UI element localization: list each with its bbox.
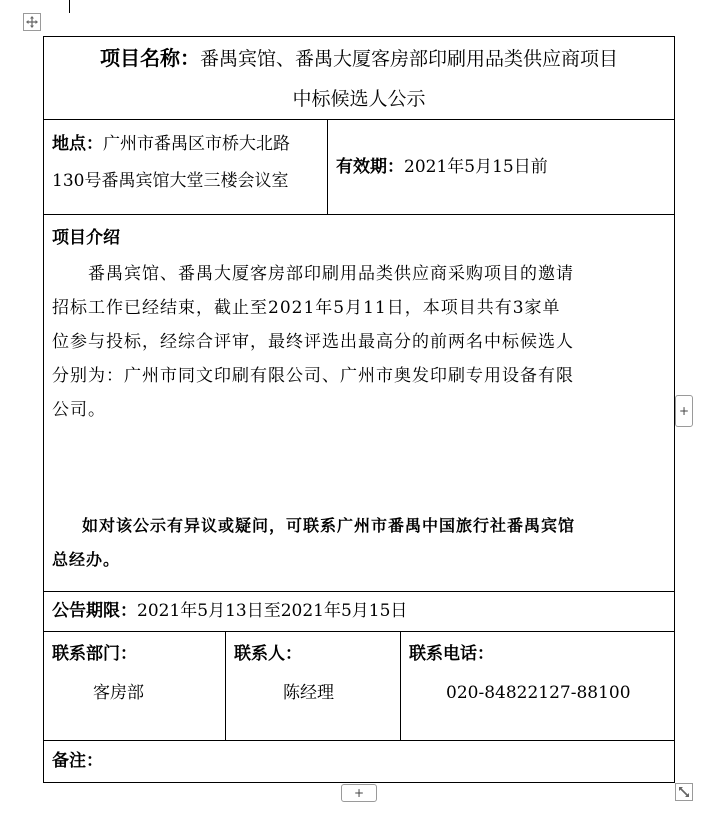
resize-arrow-icon: [678, 786, 690, 798]
location-label: 地点：: [52, 134, 103, 154]
period-value: 2021年5月13日至2021年5月15日: [137, 601, 408, 621]
text-cursor: [69, 0, 70, 13]
person-cell: [226, 632, 401, 740]
contacts-row: [44, 632, 674, 741]
intro-row: [44, 215, 674, 592]
intro-line: 如对该公示有异议或疑问，可联系广州市番禺中国旅行社番禺宾馆: [82, 516, 576, 535]
period-row: [44, 592, 674, 632]
table-resize-handle[interactable]: [675, 783, 693, 801]
location-line-1: [52, 126, 327, 163]
intro-paragraph-2: [52, 509, 666, 577]
title-line-1: [44, 37, 674, 79]
intro-line: 位参与投标，经综合评审，最终评选出最高分的前两名中标候选人: [52, 332, 574, 352]
department-label: 联系部门：: [52, 644, 137, 664]
add-row-button[interactable]: [341, 784, 377, 802]
location-row: [44, 120, 674, 215]
intro-line: 分别为：广州市同文印刷有限公司、广州市奥发印刷专用设备有限: [52, 366, 574, 386]
validity-value: 2021年5月15日前: [404, 156, 548, 177]
intro-paragraph-1: [52, 257, 666, 427]
location-address-line-2: 130号番禺宾馆大堂三楼会议室: [52, 171, 289, 191]
title-text-line-2: 中标候选人公示: [292, 88, 426, 110]
intro-content: [52, 219, 666, 577]
plus-icon: +: [678, 404, 690, 418]
title-row: [44, 37, 674, 120]
intro-heading: 项目介绍: [52, 228, 120, 248]
person-label: 联系人：: [234, 644, 302, 664]
period-label: 公告期限：: [52, 601, 137, 621]
intro-line: 公司。: [52, 400, 106, 420]
title-label: 项目名称：: [99, 46, 200, 70]
title-text-line-1: 番禺宾馆、番禺大厦客房部印刷用品类供应商项目: [199, 48, 618, 70]
person-value: 陈经理: [283, 683, 334, 703]
validity-label: 有效期：: [336, 156, 404, 177]
table-move-handle[interactable]: [23, 13, 41, 31]
period-line: [52, 595, 407, 628]
intro-line: 番禺宾馆、番禺大厦客房部印刷用品类供应商采购项目的邀请: [88, 264, 574, 284]
phone-label: 联系电话：: [409, 644, 494, 664]
validity-line: [336, 151, 548, 184]
remarks-row: [44, 741, 674, 782]
intro-line: 招标工作已经结束，截止至2021年5月11日，本项目共有3家单: [52, 298, 561, 318]
validity-cell: [328, 120, 674, 214]
remarks-label: 备注：: [52, 751, 103, 771]
phone-cell: [401, 632, 674, 740]
department-value: 客房部: [93, 683, 144, 703]
location-address-line-1: 广州市番禺区市桥大北路: [103, 134, 290, 154]
move-arrows-icon: [26, 16, 38, 28]
add-column-button[interactable]: [675, 395, 693, 427]
announcement-table: [43, 36, 675, 783]
intro-line: 总经办。: [52, 550, 121, 569]
plus-icon: +: [353, 786, 365, 800]
title-block: [44, 37, 674, 119]
location-cell: [44, 120, 328, 214]
phone-value: 020-84822127-88100: [446, 683, 631, 703]
department-cell: [44, 632, 226, 740]
